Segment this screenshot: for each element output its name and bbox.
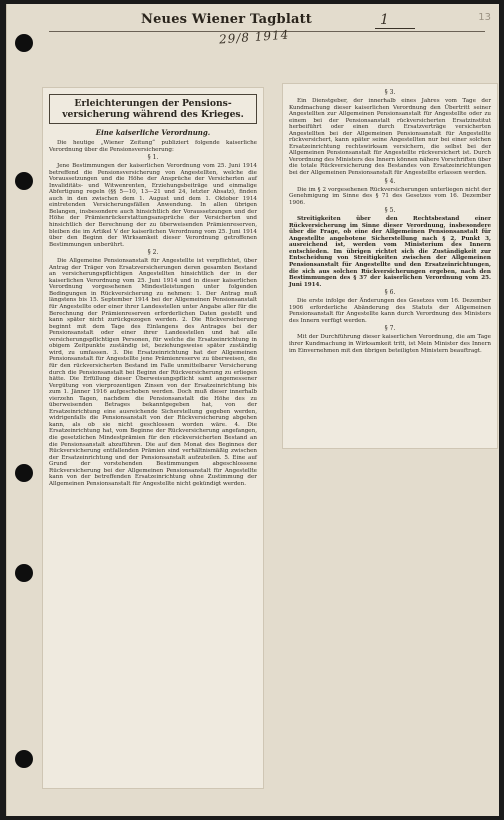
archive-sheet <box>6 4 499 816</box>
punch-hole <box>15 464 33 482</box>
handwritten-date: 29/8 1914 <box>218 27 290 47</box>
article-intro: Die heutige „Wiener Zeitung“ publiziert folgende kaiserliche Verordnung über die Pensionsversicherung: <box>49 140 257 153</box>
handwritten-page-number: 1 <box>380 12 389 28</box>
section-body: Streitigkeiten über den Rechtsbestand einer Rückversicherung im Sinne dieser Verordnung, insbesondere über die Frage, ob eine der Allgemeinen Pensionsanstalt für Angestellte angebotene Sicherstellung nach § 2, Punkt 3, ausreichend ist, werden vom Ministerium des Innern entschieden. Im übrigen richtet sich die Zuständigkeit zur Entscheidung von Streitigkeiten zwischen der Allgemeinen Pensionsanstalt für Angestellte und den Ersatzeinrichtungen, die sich aus solchen Rückversicherungen ergeben, nach den Bestimmungen des § 37 der kaiserlichen Verordnung vom 25. Juni 1914. <box>289 216 491 288</box>
section-body: Ein Dienstgeber, der innerhalb eines Jahres vom Tage der Kundmachung dieser kaiserlichen Verordnung den Übertritt seiner Angestellten zur Allgemeinen Pensionsanstalt für Angestellte oder zu einem bei der Pensionsanstalt rückversicherten Ersatzinstitut herbeiführt oder einen durch Ersatzverträge versicherten Angestellten bei der Allgemeinen Pensionsanstalt für Angestellte rückversichert, kann später seine Angestellten nur bei einer solchen Ersatzeinrichtung rechtswirksam versichern, die selbst bei der Allgemeinen Pensionsanstalt für Angestellte rückversichert ist. Durch Verordnung des Ministers des Innern können nähere Vorschriften über die totale Rückversicherung des Bestandes von Ersatzeinrichtungen bei der Allgemeinen Pensionsanstalt für Angestellte erlassen werden. <box>289 98 491 177</box>
clipping-right <box>283 84 497 448</box>
section-marker: § 7. <box>384 325 396 333</box>
section-marker: § 5. <box>384 207 396 215</box>
section-body: Mit der Durchführung dieser kaiserlichen Verordnung, die am Tage ihrer Kundmachung in Wirksamkeit tritt, ist Mein Minister des Innern im Einvernehmen mit den übrigen beteiligten Ministern beauftragt. <box>289 334 491 354</box>
punch-hole <box>15 34 33 52</box>
section-body: Die Allgemeine Pensionsanstalt für Angestellte ist verpflichtet, über Antrag der Träger von Ersatzversicherungen deren gesamten Bestand an versicherungspflichtigen Angestellten hinsichtlich der in der kaiserlichen Verordnung vom 25. Juni 1914 und in dieser kaiserlichen Verordnung vorgesehenen Mindestleistungen unter folgenden Bedingungen in Rückversicherung zu nehmen: 1. Der Antrag muß längstens bis 15. September 1914 bei der Allgemeinen Pensionsanstalt für Angestellte oder einer ihrer Landesstellen unter Angabe aller für die Berechnung der Prämienreserven erforderlichen Daten gestellt und kann später nicht zurückgezogen werden. 2. Die Rückversicherung beginnt mit dem Tage des Einlangens des Antrages bei der Pensionsanstalt oder einer ihrer Landesstellen und hat alle versicherungspflichtigen Personen, für welche die Ersatzeinrichtung in obigem Zeitpunkte zuständig ist, beziehungsweise später zuständig wird, zu umfassen. 3. Die Ersatzeinrichtung hat der Allgemeinen Pensionsanstalt für Angestellte jene Prämienreserve zu überweisen, die für den rückversicherten Bestand im Falle unmittelbarer Versicherung durch die Pensionsanstalt bei Beginn der Rückversicherung zu erliegen hätte. Die Erfüllung dieser Überweisungspflicht samt angemessener Vergütung von vierprozentigen Zinsen von der Ersatzeinrichtung bis zum 1. Jänner 1916 aufgeschoben werden. Doch muß dieser innerhalb vierzehn Tagen, nachdem die Pensionsanstalt die Höhe des zu überweisenden Betrages bekanntgegeben hat, von der Ersatzeinrichtung eine ausreichende Sicherstellung gegeben werden, widrigenfalls die Pensionsanstalt von der Rückversicherung abgehen kann, als ob sie nicht geschlossen worden wäre. 4. Die Ersatzeinrichtung hat, vom Beginne der Rückversicherung angefangen, die gesetzlichen Mindestprämien für den rückversicherten Bestand an die Pensionsanstalt abzuführen. Die auf den Monat des Beginnes der Rückversicherung entfallenden Prämien sind verhältnismäßig zwischen der Ersatzeinrichtung und der Pensionsanstalt aufzuteilen. 5. Eine auf Grund der vorstehenden Bestimmungen abgeschlossene Rückversicherung bei der Allgemeinen Pensionsanstalt für Angestellte kann von der betreffenden Ersatzeinrichtung ohne Zustimmung der Allgemeinen Pensionsanstalt für Angestellte nicht gekündigt werden. <box>49 258 257 487</box>
section-marker: § 1. <box>147 154 159 162</box>
punch-hole <box>15 750 33 768</box>
section-marker: § 4. <box>384 177 396 185</box>
article-headline: Erleichterungen der Pensions- versicherung während des Krieges. <box>49 94 257 124</box>
punch-hole <box>15 172 33 190</box>
section-marker: § 2. <box>147 249 159 257</box>
handwritten-underline <box>375 28 415 29</box>
section-body: Die erste infolge der Änderungen des Gesetzes vom 16. Dezember 1906 erforderliche Abänderung des Statuts der Allgemeinen Pensionsanstalt für Angestellte kann durch Verordnung des Ministers des Innern verfügt werden. <box>289 298 491 324</box>
section-body: Die im § 2 vorgesehenen Rückversicherungen unterliegen nicht der Genehmigung im Sinne des § 71 des Gesetzes vom 16. Dezember 1906. <box>289 186 491 206</box>
section-body: Jene Bestimmungen der kaiserlichen Verordnung vom 25. Juni 1914 betreffend die Pensionsversicherung von Angestellten, welche die Voraussetzungen und die Höhe der Ansprüche der Versicherten auf Invaliditäts- und Witwenrenten, Erziehungsbeiträge und einmalige Abfertigung regeln (§§ 5—10, 13—21 und 24, letzter Absatz), finden auch in den zwischen dem 1. August und dem 1. Oktober 1914 eintretenden Versicherungsfällen Anwendung. In allen übrigen Belangen, insbesondere auch hinsichtlich der Voraussetzungen und der Höhe der Prämienrückerstattungsansprüche der Versicherten und hinsichtlich der Berechnung der zu überweisenden Prämienreserven, bleiben die im Artikel V der kaiserlichen Verordnung vom 25. Juni 1914 über den Beginn der Wirksamkeit dieser Verordnung getroffenen Bestimmungen unberührt. <box>49 163 257 248</box>
masthead-title: Neues Wiener Tagblatt <box>141 12 313 27</box>
section-marker: § 3. <box>384 89 396 96</box>
clipping-left <box>43 88 263 788</box>
section-marker: § 6. <box>384 289 396 297</box>
punch-hole <box>15 564 33 582</box>
article-subheadline: Eine kaiserliche Verordnung. <box>95 128 211 137</box>
archive-folio-number: 13 <box>478 12 491 23</box>
